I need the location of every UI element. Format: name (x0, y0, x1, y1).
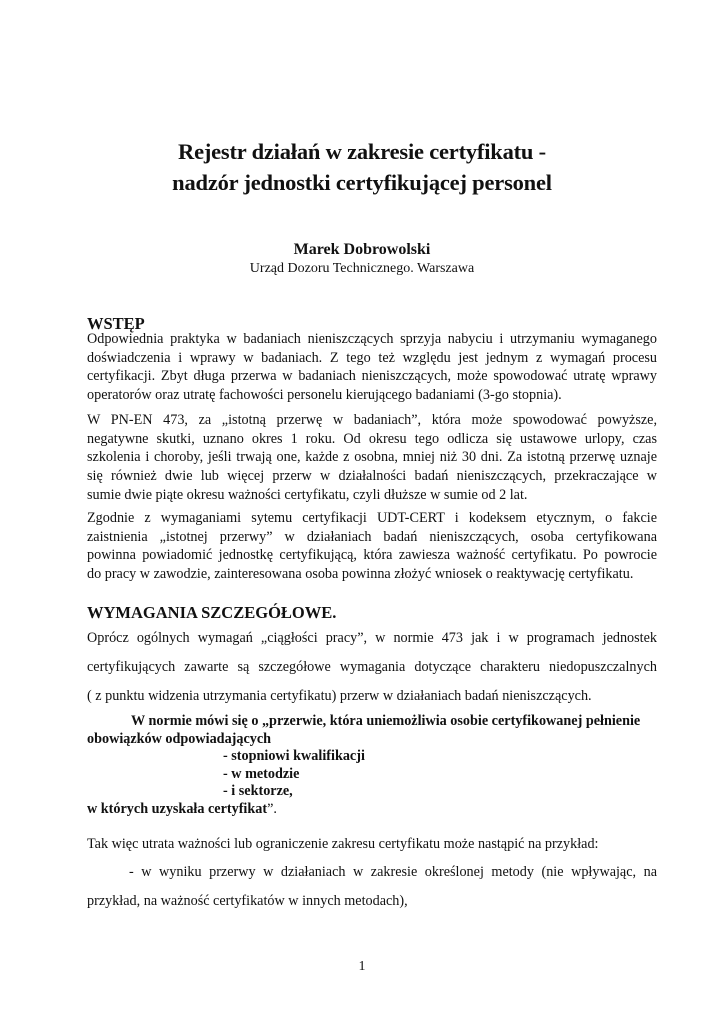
text-line: Zgodnie z wymaganiami sytemu certyfikacji UDT-CERT i kodeksem etycznym, o fakcie (87, 510, 657, 526)
text-line: W PN-EN 473, za „istotną przerwę w badaniach”, która może spowodować powyższe, (87, 412, 657, 428)
requirements-paragraph-3 (87, 858, 657, 916)
text-line: ( z punktu widzenia utrzymania certyfikatu) przerw w działaniach badań nieniszczących. (87, 688, 592, 704)
author-name: Marek Dobrowolski (293, 241, 431, 258)
text-line: doświadczenia i wprawy w badaniach. Z tego też względu jest jednym z wymagań procesu (87, 349, 657, 366)
norm-quote-block (87, 713, 667, 819)
quote-list-item: - w metodzie (223, 765, 300, 782)
quote-line: obowiązków odpowiadających (87, 730, 272, 747)
quote-list-item: - stopniowi kwalifikacji (223, 748, 365, 765)
text-line: zaistnienia „istotnej przerwy” w działaniach badań nieniszczących, osoba certyfikowana (87, 528, 657, 545)
quote-closing-tail: ”. (267, 800, 277, 817)
text-line: do pracy w zawodzie, zainteresowana osoba powinna złożyć wniosek o reaktywację certyfikatu. (87, 566, 634, 583)
requirements-paragraph-2: Tak więc utrata ważności lub ograniczenie zakresu certyfikatu może nastąpić na przykład: (87, 836, 599, 852)
text-line: - w wyniku przerwy w działaniach w zakresie określonej metody (nie wpływając, na (129, 864, 657, 880)
quote-closing-line (87, 801, 667, 819)
intro-paragraph-1 (87, 330, 657, 405)
page-number: 1 (358, 959, 366, 974)
author-affiliation: Urząd Dozoru Technicznego. Warszawa (249, 261, 475, 276)
section-heading-intro: WSTĘP (87, 314, 145, 333)
text-line: się również dwie lub więcej przerw w działalności badań nieniszczących, przekraczające w (87, 468, 657, 485)
text-line: negatywne skutki, uznano okres 1 roku. Od okresu tego odlicza się ustawowe urlopy, czas (87, 430, 657, 447)
quote-line: W normie mówi się o „przerwie, która uniemożliwia osobie certyfikowanej pełnienie (131, 713, 641, 729)
text-line: szkolenia i choroby, jeśli trwają one, każde z osobna, mniej niż 30 dni. Za istotną przerwę uznaje (87, 449, 657, 466)
text-line: Oprócz ogólnych wymagań „ciągłości pracy”, w normie 473 jak i w programach jednostek (87, 630, 657, 646)
document-title-line-1: Rejestr działań w zakresie certyfikatu - (178, 139, 546, 164)
text-line: operatorów oraz utratę fachowości personelu kierującego badaniami (3-go stopnia). (87, 387, 562, 404)
quote-closing-bold: w których uzyskała certyfikat (87, 800, 268, 817)
document-title-line-2: nadzór jednostki certyfikującej personel (172, 170, 552, 195)
text-line: Odpowiednia praktyka w badaniach nieniszczących sprzyja nabyciu i utrzymaniu wymaganego (87, 331, 657, 347)
text-line: certyfikujących zawarte są szczegółowe wymagania dotyczące charakteru niedopuszczalnych (87, 659, 657, 675)
text-line: certyfikacji. Zbyt długa przerwa w badaniach nieniszczących, może spowodować utratę wprawy (87, 368, 657, 385)
quote-list-item: - i sektorze, (223, 783, 293, 800)
intro-paragraph-3 (87, 509, 657, 584)
text-line: sumie dwie piąte okresu ważności certyfikatu, czyli dłuższe w sumie od 2 lat. (87, 486, 528, 503)
intro-paragraph-2 (87, 411, 657, 505)
requirements-paragraph-1 (87, 624, 657, 711)
text-line: przykład, na ważność certyfikatów w innych metodach), (87, 893, 408, 909)
text-line: powinna powiadomić jednostkę certyfikującą, która zawiesza ważność certyfikatu. Po powrocie (87, 547, 657, 564)
section-heading-requirements: WYMAGANIA SZCZEGÓŁOWE. (87, 603, 337, 622)
